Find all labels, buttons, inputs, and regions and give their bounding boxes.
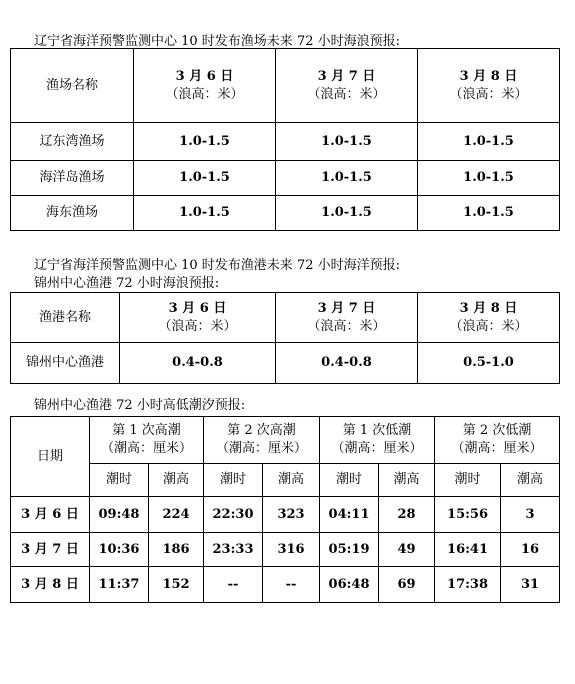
- wave-height-value: 0.5-1.0: [418, 343, 560, 384]
- day-date: 3 月 6 日: [175, 68, 234, 84]
- table-row: [11, 567, 560, 603]
- tide-time-header: 潮时: [320, 464, 379, 497]
- tide-group-unit: （潮高：厘米）: [331, 441, 423, 456]
- tide-group-unit: （潮高：厘米）: [101, 441, 193, 456]
- tide-group-unit: （潮高：厘米）: [451, 441, 543, 456]
- tide-height-value: 31: [501, 567, 560, 603]
- tide-height-value: 186: [149, 533, 204, 567]
- table-row: [11, 343, 560, 384]
- tide-time-value: 06:48: [320, 567, 379, 603]
- table-header-row: [11, 293, 560, 343]
- tide-height-value: 224: [149, 497, 204, 533]
- table-row: [11, 497, 560, 533]
- tide-height-value: --: [263, 567, 320, 603]
- wave-height-value: 0.4-0.8: [120, 343, 276, 384]
- tide-height-value: 49: [379, 533, 435, 567]
- day-unit: （浪高：米）: [449, 86, 528, 102]
- tide-group-header: [435, 417, 560, 464]
- wave-height-value: 1.0-1.5: [418, 196, 560, 231]
- fishing-port-name: 锦州中心渔港: [11, 343, 120, 384]
- day-date: 3 月 8 日: [459, 68, 518, 84]
- tide-height-header: 潮高: [149, 464, 204, 497]
- tide-height-value: 316: [263, 533, 320, 567]
- day-unit: （浪高：米）: [307, 86, 386, 102]
- tide-date: 3 月 6 日: [11, 497, 90, 533]
- wave-height-value: 1.0-1.5: [134, 196, 276, 231]
- tide-forecast-table: [10, 416, 560, 603]
- tide-height-value: 323: [263, 497, 320, 533]
- table-row: [11, 533, 560, 567]
- wave-height-value: 0.4-0.8: [276, 343, 418, 384]
- tide-group-header: [204, 417, 320, 464]
- wave-height-value: 1.0-1.5: [276, 196, 418, 231]
- day-unit: （浪高：米）: [449, 318, 528, 334]
- day-date: 3 月 7 日: [317, 300, 376, 316]
- tide-group-header-row: [11, 417, 560, 464]
- tide-time-value: 23:33: [204, 533, 263, 567]
- day-unit: （浪高：米）: [165, 86, 244, 102]
- day-date: 3 月 7 日: [317, 68, 376, 84]
- tide-group-unit: （潮高：厘米）: [216, 441, 308, 456]
- tide-height-value: 28: [379, 497, 435, 533]
- table-header-row: [11, 49, 560, 123]
- day-date: 3 月 8 日: [459, 300, 518, 316]
- tide-height-header: 潮高: [379, 464, 435, 497]
- tide-group-header: [320, 417, 435, 464]
- tide-time-value: 11:37: [90, 567, 149, 603]
- tide-height-value: 69: [379, 567, 435, 603]
- tide-height-value: 152: [149, 567, 204, 603]
- table-row: [11, 196, 560, 231]
- tide-group-title: 第 2 次高潮: [227, 423, 296, 438]
- fishing-ground-forecast-caption: 辽宁省海洋预警监测中心 10 时发布渔场未来 72 小时海浪预报:: [34, 34, 400, 49]
- table-row: [11, 161, 560, 196]
- fishing-port-wave-table: [10, 292, 560, 384]
- fishing-port-forecast-caption: 辽宁省海洋预警监测中心 10 时发布渔港未来 72 小时海洋预报:: [34, 258, 400, 273]
- name-column-header: 渔场名称: [11, 49, 134, 123]
- fishing-ground-name: 辽东湾渔场: [11, 123, 134, 161]
- tide-time-value: 16:41: [435, 533, 501, 567]
- fishing-ground-name: 海洋岛渔场: [11, 161, 134, 196]
- tide-time-value: 09:48: [90, 497, 149, 533]
- tide-date: 3 月 8 日: [11, 567, 90, 603]
- tide-time-header: 潮时: [435, 464, 501, 497]
- tide-time-value: 04:11: [320, 497, 379, 533]
- tide-group-title: 第 1 次高潮: [112, 423, 181, 438]
- day-header: [418, 293, 560, 343]
- fishing-ground-name: 海东渔场: [11, 196, 134, 231]
- tide-time-value: 05:19: [320, 533, 379, 567]
- tide-forecast-caption: 锦州中心渔港 72 小时高低潮汐预报:: [34, 398, 246, 413]
- day-date: 3 月 6 日: [168, 300, 227, 316]
- tide-time-header: 潮时: [204, 464, 263, 497]
- wave-height-value: 1.0-1.5: [418, 123, 560, 161]
- tide-height-header: 潮高: [263, 464, 320, 497]
- tide-time-value: 15:56: [435, 497, 501, 533]
- wave-height-value: 1.0-1.5: [134, 123, 276, 161]
- wave-height-value: 1.0-1.5: [276, 123, 418, 161]
- day-unit: （浪高：米）: [307, 318, 386, 334]
- tide-height-value: 3: [501, 497, 560, 533]
- day-header: [276, 293, 418, 343]
- tide-height-header: 潮高: [501, 464, 560, 497]
- tide-group-title: 第 1 次低潮: [342, 423, 412, 438]
- name-column-header: 渔港名称: [11, 293, 120, 343]
- day-header: [276, 49, 418, 123]
- table-row: [11, 123, 560, 161]
- jinzhou-wave-forecast-caption: 锦州中心渔港 72 小时海浪预报:: [34, 276, 220, 291]
- tide-time-value: 22:30: [204, 497, 263, 533]
- tide-height-value: 16: [501, 533, 560, 567]
- day-unit: （浪高：米）: [158, 318, 237, 334]
- tide-time-value: 10:36: [90, 533, 149, 567]
- tide-time-value: 17:38: [435, 567, 501, 603]
- tide-time-header: 潮时: [90, 464, 149, 497]
- tide-subheader-row: [11, 464, 560, 497]
- date-column-header: 日期: [11, 417, 90, 497]
- day-header: [120, 293, 276, 343]
- tide-group-header: [90, 417, 204, 464]
- tide-group-title: 第 2 次低潮: [462, 423, 532, 438]
- wave-height-value: 1.0-1.5: [134, 161, 276, 196]
- wave-height-value: 1.0-1.5: [276, 161, 418, 196]
- wave-height-value: 1.0-1.5: [418, 161, 560, 196]
- day-header: [134, 49, 276, 123]
- day-header: [418, 49, 560, 123]
- tide-date: 3 月 7 日: [11, 533, 90, 567]
- fishing-ground-wave-table: [10, 48, 560, 231]
- tide-time-value: --: [204, 567, 263, 603]
